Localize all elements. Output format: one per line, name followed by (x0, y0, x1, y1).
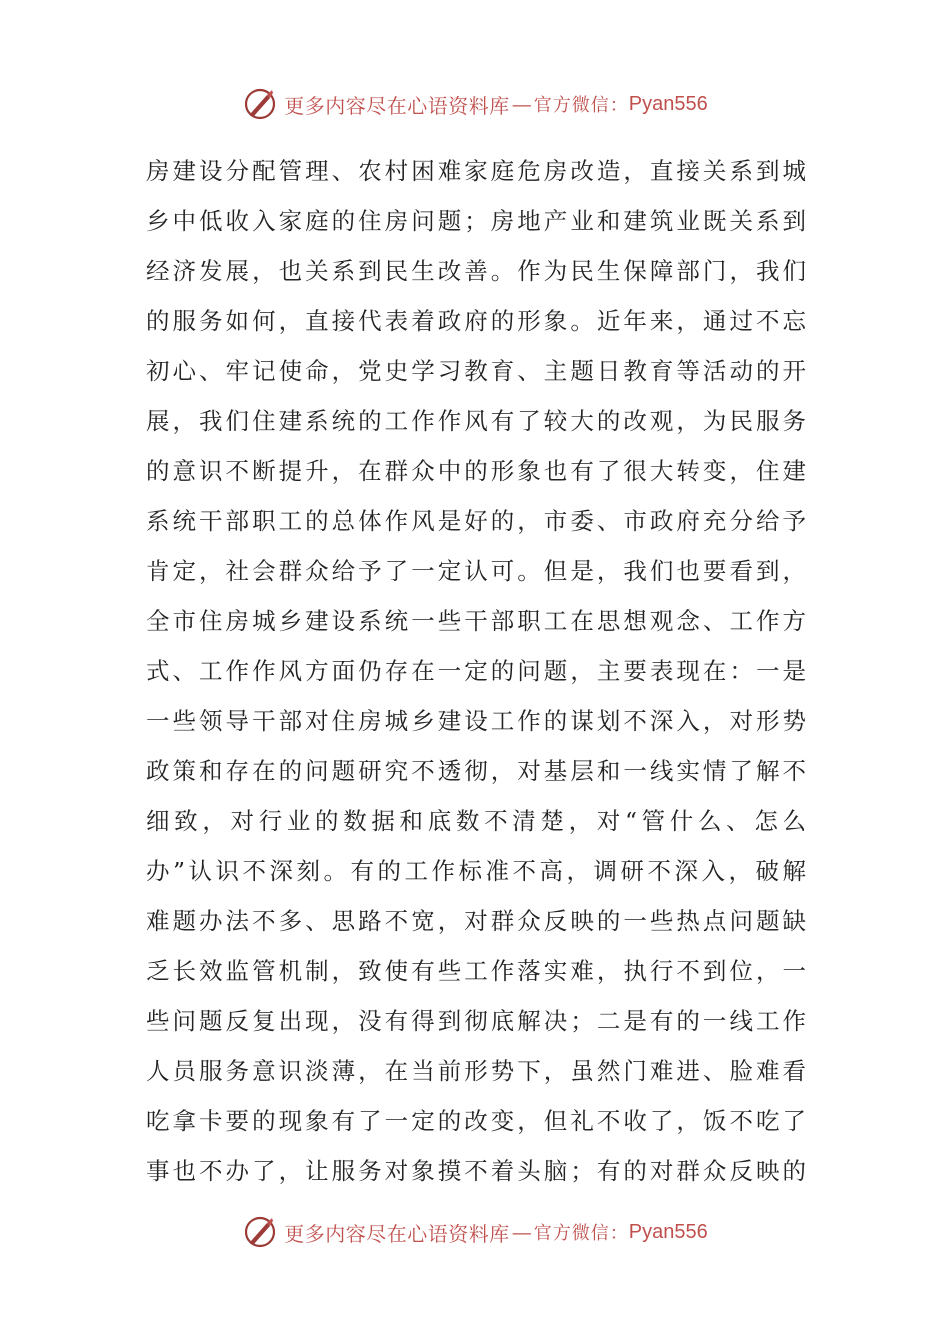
body-line: 办”认识不深刻。有的工作标准不高，调研不深入，破解 (146, 857, 806, 885)
document-body (146, 146, 806, 1186)
body-line: 人员服务意识淡薄，在当前形势下，虽然门难进、脸难看 (146, 1057, 806, 1085)
body-line: 房建设分配管理、农村困难家庭危房改造，直接关系到城 (146, 157, 806, 185)
footer-wechat-label: 官方微信： (533, 1223, 629, 1244)
footer-dash: — (511, 1220, 532, 1244)
footer-wechat-id: Pyan556 (628, 1220, 708, 1243)
body-line: 系统干部职工的总体作风是好的，市委、市政府充分给予 (146, 507, 806, 535)
quill-pen-logo-icon (242, 1214, 278, 1250)
header-wechat-label: 官方微信： (533, 95, 629, 116)
body-line: 乡中低收入家庭的住房问题；房地产业和建筑业既关系到 (146, 207, 806, 235)
body-line: 事也不办了，让服务对象摸不着头脑；有的对群众反映的 (146, 1157, 806, 1185)
body-line: 一些领导干部对住房城乡建设工作的谋划不深入，对形势 (146, 707, 806, 735)
body-line: 全市住房城乡建设系统一些干部职工在思想观念、工作方 (146, 607, 806, 635)
body-line: 展，我们住建系统的工作作风有了较大的改观，为民服务 (146, 407, 806, 435)
footer-banner (0, 1212, 950, 1252)
body-line: 式、工作作风方面仍存在一定的问题，主要表现在：一是 (146, 657, 806, 685)
body-line: 细致，对行业的数据和底数不清楚，对“管什么、怎么 (146, 807, 806, 835)
footer-title: 更多内容尽在心语资料库 (284, 1221, 510, 1246)
body-line: 乏长效监管机制，致使有些工作落实难，执行不到位，一 (146, 957, 806, 985)
body-line: 些问题反复出现，没有得到彻底解决；二是有的一线工作 (146, 1007, 806, 1035)
body-line: 经济发展，也关系到民生改善。作为民生保障部门，我们 (146, 257, 806, 285)
body-line: 的服务如何，直接代表着政府的形象。近年来，通过不忘 (146, 307, 806, 335)
body-line: 初心、牢记使命，党史学习教育、主题日教育等活动的开 (146, 357, 806, 385)
body-line: 难题办法不多、思路不宽，对群众反映的一些热点问题缺 (146, 907, 806, 935)
body-line: 的意识不断提升，在群众中的形象也有了很大转变，住建 (146, 457, 806, 485)
header-banner (0, 84, 950, 124)
header-dash: — (511, 92, 532, 116)
body-line: 肯定，社会群众给予了一定认可。但是，我们也要看到， (146, 557, 806, 585)
header-title: 更多内容尽在心语资料库 (284, 93, 510, 118)
header-wechat-id: Pyan556 (628, 92, 708, 115)
body-line: 吃拿卡要的现象有了一定的改变，但礼不收了，饭不吃了 (146, 1107, 806, 1135)
body-line: 政策和存在的问题研究不透彻，对基层和一线实情了解不 (146, 757, 806, 785)
quill-pen-logo-icon (242, 86, 278, 122)
